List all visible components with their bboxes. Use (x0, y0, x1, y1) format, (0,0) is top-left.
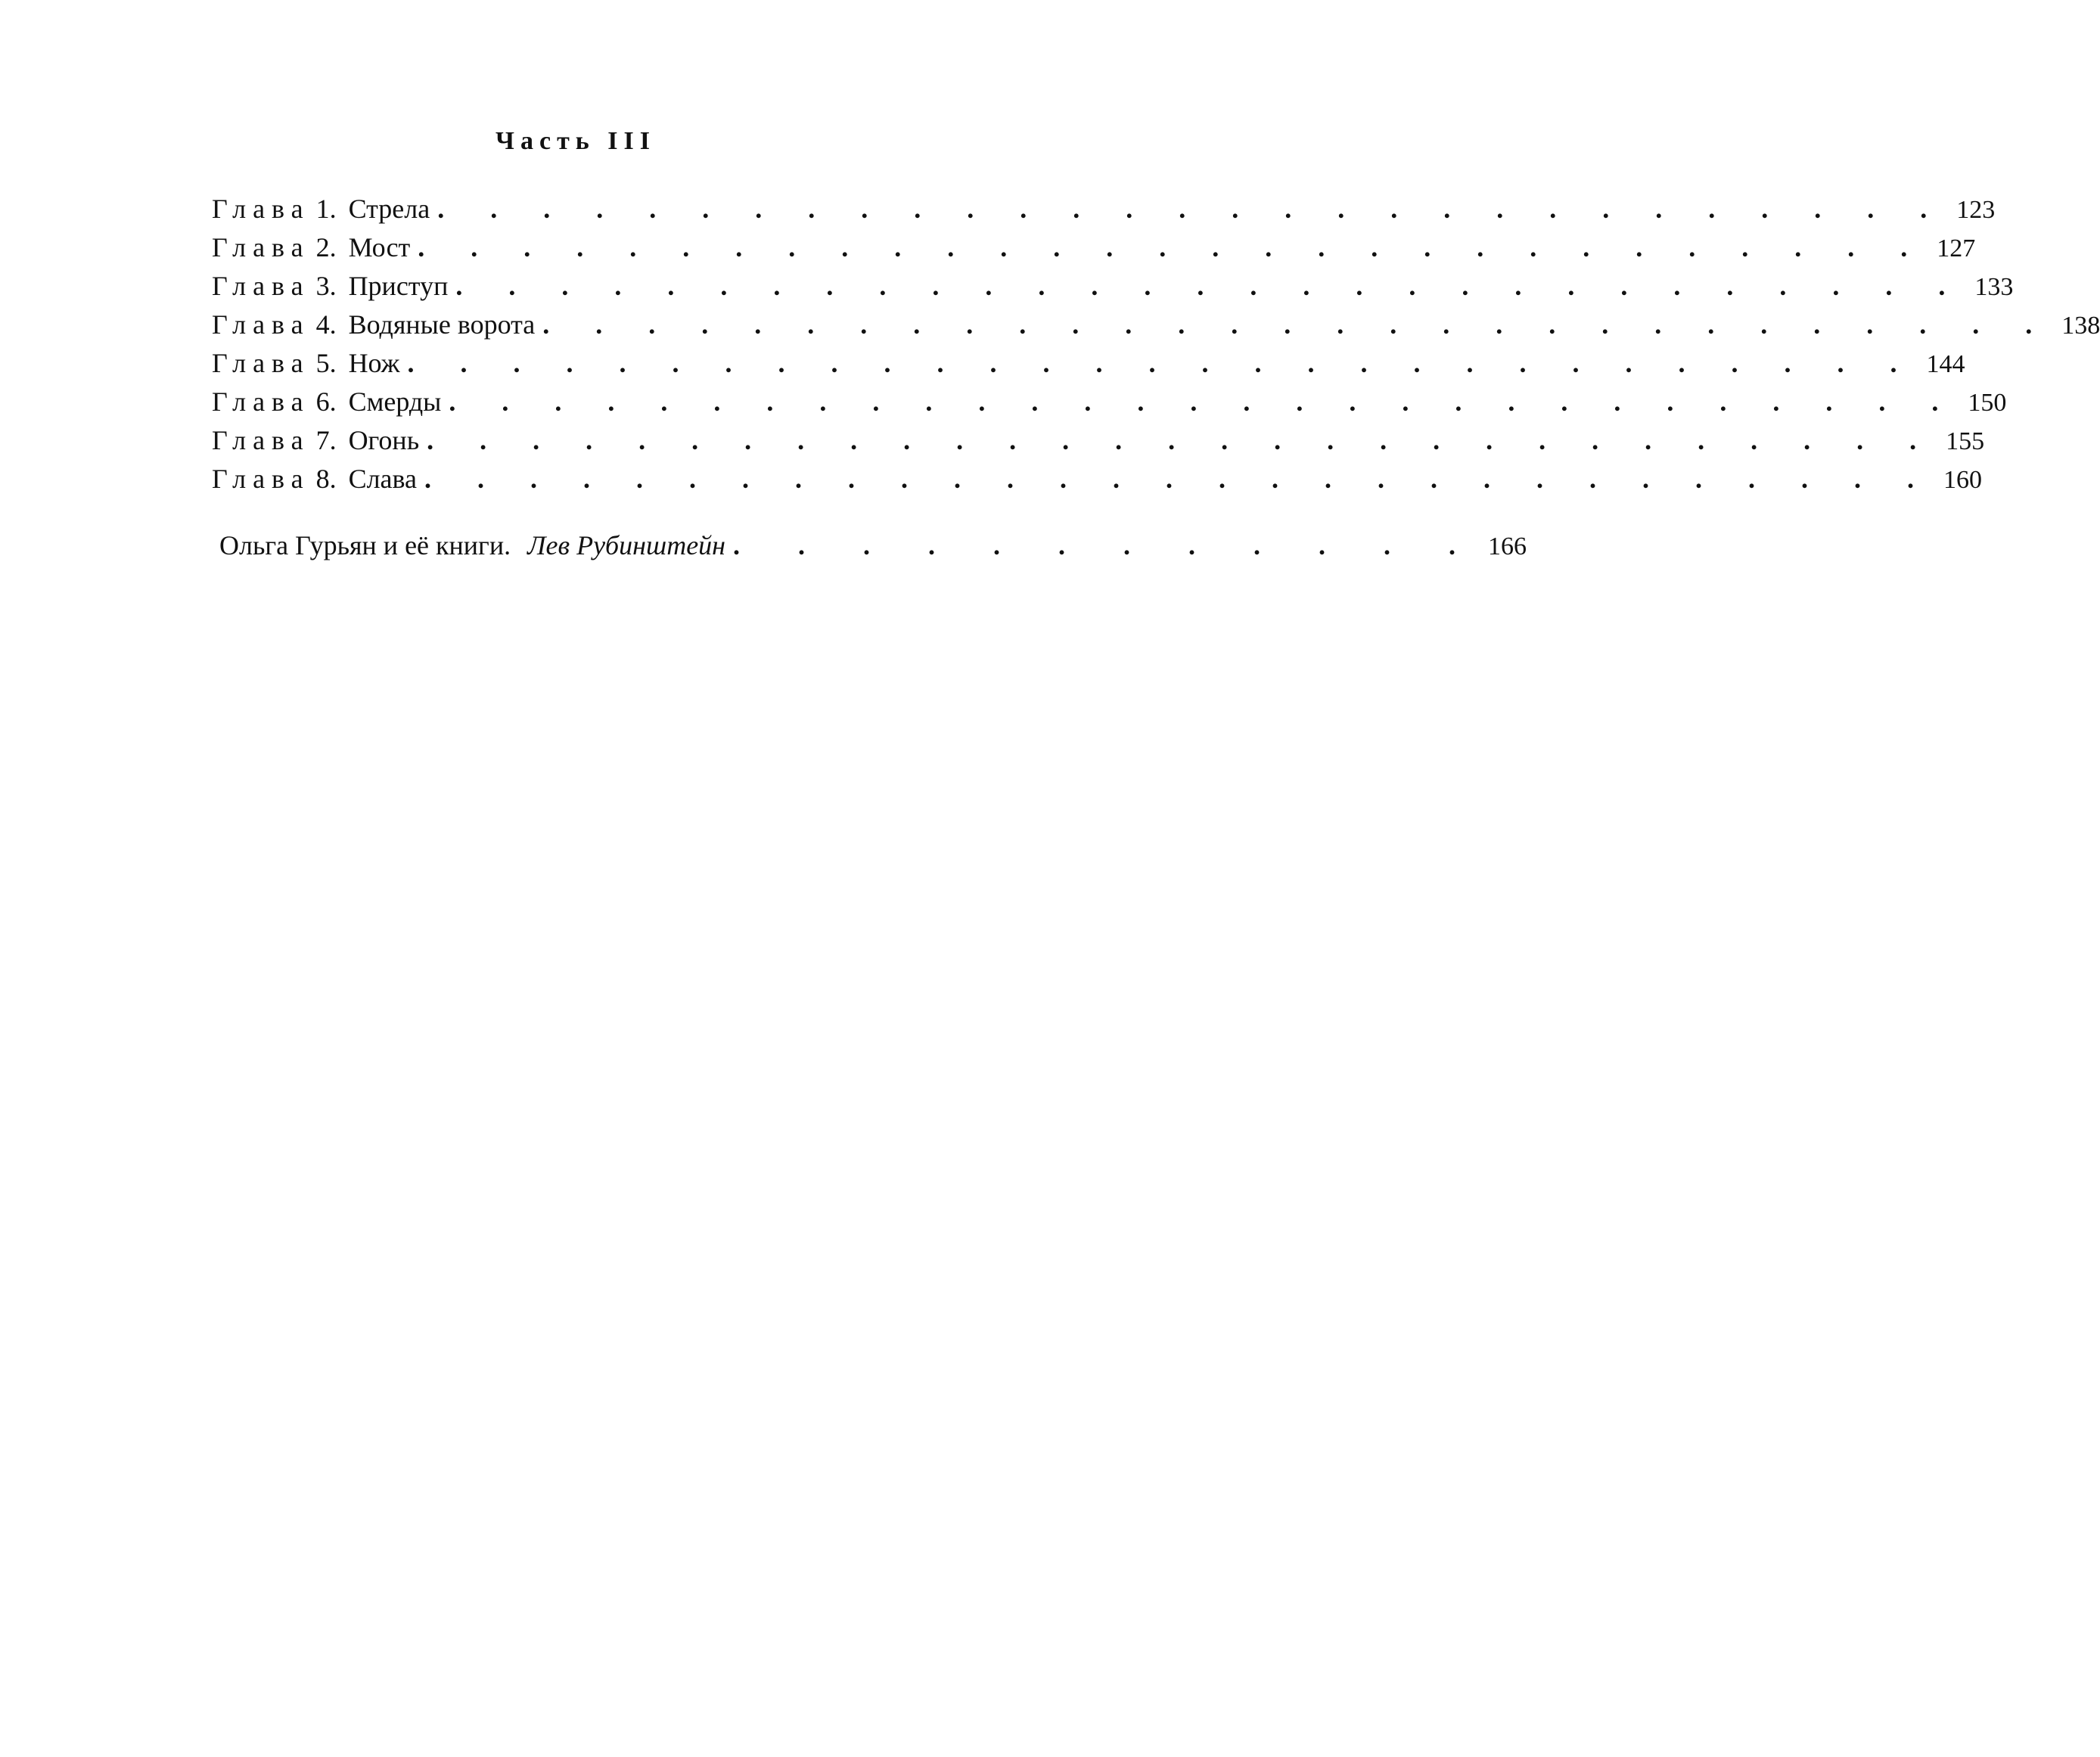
chapter-label: Глава (212, 194, 310, 224)
toc-entry-afterword (219, 529, 1527, 561)
page-number: 160 (1943, 466, 1983, 494)
chapter-title: Слава (348, 464, 418, 494)
toc-entry (212, 347, 1965, 386)
dot-leader: . . . . . . . . . . . . . . . . . . . . . . . . . . . . . (542, 309, 2052, 340)
dot-leader: . . . . . . . . . . . . . . . . . . . . . . . . . . . . . (407, 348, 1917, 378)
toc-entry (212, 463, 1983, 501)
toc-entry (212, 270, 2014, 309)
chapter-number: 8. (315, 464, 337, 494)
page-number: 123 (1956, 196, 1996, 224)
chapter-title: Огонь (348, 425, 420, 455)
toc-entry (212, 309, 2100, 347)
dot-leader: . . . . . . . . . . . . . . . . . . . . . . . . . . . . . (424, 464, 1934, 494)
page-number: 144 (1926, 350, 1965, 378)
page-number: 127 (1937, 234, 1976, 262)
page-number: 155 (1946, 427, 1985, 455)
dot-leader: . . . . . . . . . . . . . . . . . . . . . . . . . . . . . (455, 271, 1965, 301)
dot-leader: . . . . . . . . . . . . . . . . . . . . . . . . . . . . . (418, 232, 1928, 262)
chapter-label: Глава (212, 464, 310, 494)
chapter-label: Глава (212, 232, 310, 262)
page-number: 166 (1488, 532, 1527, 560)
chapter-label: Глава (212, 425, 310, 455)
chapter-number: 6. (315, 386, 337, 417)
toc-entry (212, 386, 2007, 424)
chapter-label: Глава (212, 348, 310, 378)
chapter-title: Нож (348, 348, 400, 378)
page-number: 138 (2061, 312, 2100, 340)
toc-entry (212, 424, 1985, 463)
chapter-label: Глава (212, 386, 310, 417)
chapter-title: Мост (348, 232, 411, 262)
chapter-number: 7. (315, 425, 337, 455)
page-number: 150 (1968, 389, 2007, 417)
toc-entry (212, 231, 1976, 270)
chapter-title: Водяные ворота (348, 309, 536, 340)
chapter-number: 2. (315, 232, 337, 262)
chapter-title: Стрела (348, 194, 430, 224)
page-number: 133 (1974, 273, 2014, 301)
chapter-label: Глава (212, 309, 310, 340)
chapter-number: 1. (315, 194, 337, 224)
chapter-number: 5. (315, 348, 337, 378)
afterword-author: Лев Рубинштейн (527, 530, 726, 560)
table-of-contents (212, 193, 2100, 501)
chapter-label: Глава (212, 271, 310, 301)
dot-leader: . . . . . . . . . . . . (733, 530, 1482, 560)
chapter-number: 3. (315, 271, 337, 301)
dot-leader: . . . . . . . . . . . . . . . . . . . . . . . . . . . . . (437, 194, 1947, 224)
afterword-title: Ольга Гурьян и её книги. (219, 530, 511, 560)
toc-entry (212, 193, 1996, 231)
chapter-title: Приступ (348, 271, 449, 301)
dot-leader: . . . . . . . . . . . . . . . . . . . . . . . . . . . . . (427, 425, 1937, 455)
chapter-number: 4. (315, 309, 337, 340)
chapter-title: Смерды (348, 386, 442, 417)
part-heading: Часть III (495, 127, 656, 155)
dot-leader: . . . . . . . . . . . . . . . . . . . . . . . . . . . . . (449, 386, 1959, 417)
